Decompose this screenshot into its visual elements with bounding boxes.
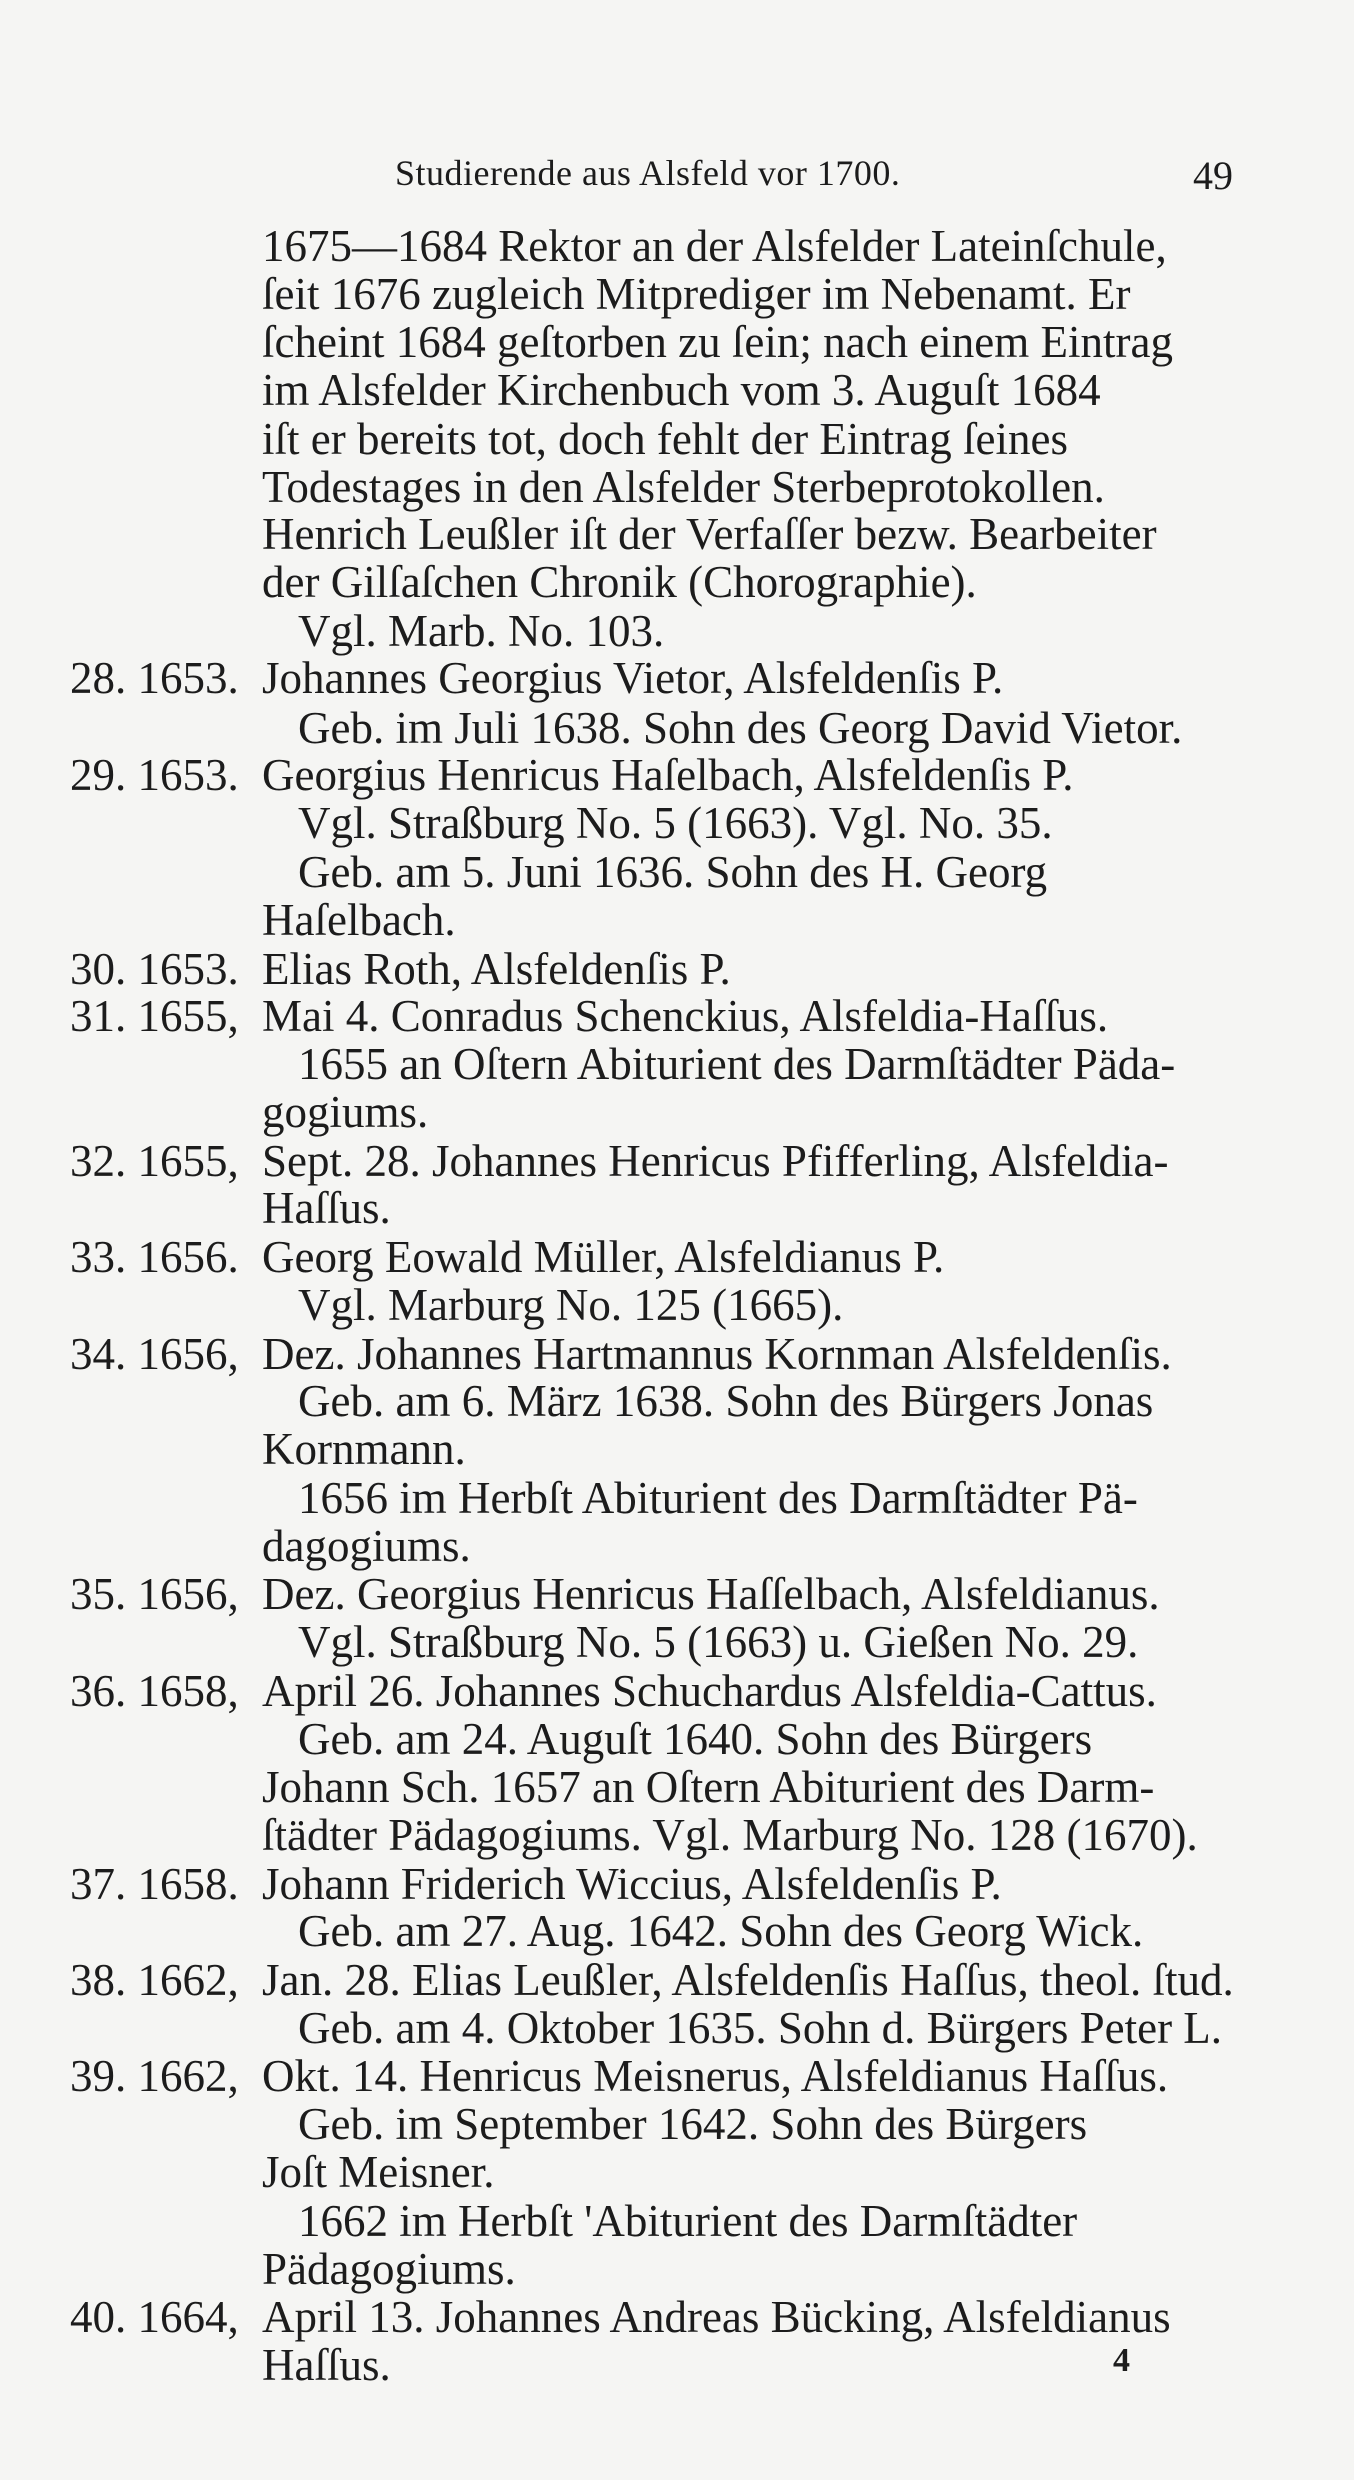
text-line: ſeit 1676 zugleich Mitprediger im Nebenamt. Er bbox=[262, 269, 1131, 319]
text-line: Pädagogiums. bbox=[262, 2244, 516, 2294]
entry-number: 37. 1658. bbox=[70, 1859, 239, 1909]
text-line: ſcheint 1684 geſtorben zu ſein; nach einem Eintrag bbox=[262, 317, 1173, 367]
text-line: Todestages in den Alsfelder Sterbeprotokollen. bbox=[262, 462, 1105, 512]
entry-number: 40. 1664, bbox=[70, 2292, 239, 2342]
entry-number: 33. 1656. bbox=[70, 1232, 239, 1282]
text-line: Georg Eowald Müller, Alsfeldianus P. bbox=[262, 1232, 945, 1282]
text-line: Elias Roth, Alsfeldenſis P. bbox=[262, 944, 731, 994]
entry-number: 29. 1653. bbox=[70, 750, 239, 800]
text-line: April 26. Johannes Schuchardus Alsfeldia-Cattus. bbox=[262, 1666, 1157, 1716]
text-line: 1662 im Herbſt 'Abiturient des Darmſtädter bbox=[298, 2196, 1078, 2246]
text-line: Geb. am 6. März 1638. Sohn des Bürgers Jonas bbox=[298, 1376, 1154, 1426]
text-line: April 13. Johannes Andreas Bücking, Alsfeldianus bbox=[262, 2292, 1171, 2342]
text-line: der Gilſaſchen Chronik (Chorographie). bbox=[262, 557, 977, 607]
text-line: Johann Sch. 1657 an Oſtern Abiturient des Darm- bbox=[262, 1762, 1155, 1812]
text-line: Haſelbach. bbox=[262, 895, 456, 945]
text-line: 1675—1684 Rektor an der Alsfelder Lateinſchule, bbox=[262, 221, 1167, 271]
text-line: Haſſus. bbox=[262, 1183, 391, 1233]
text-line: ſtädter Pädagogiums. Vgl. Marburg No. 128 (1670). bbox=[262, 1810, 1198, 1860]
entry-number: 38. 1662, bbox=[70, 1955, 239, 2005]
text-line: Georgius Henricus Haſelbach, Alsfeldenſis P. bbox=[262, 750, 1074, 800]
text-line: Geb. im September 1642. Sohn des Bürgers bbox=[298, 2099, 1088, 2149]
entry-number: 32. 1655, bbox=[70, 1136, 239, 1186]
text-line: Joſt Meisner. bbox=[262, 2147, 495, 2197]
entry-number: 31. 1655, bbox=[70, 991, 239, 1041]
header-title: Studierende aus Alsfeld vor 1700. bbox=[395, 153, 901, 193]
text-line: iſt er bereits tot, doch fehlt der Eintrag ſeines bbox=[262, 414, 1068, 464]
text-line: Vgl. Marb. No. 103. bbox=[298, 606, 665, 656]
text-line: Jan. 28. Elias Leußler, Alsfeldenſis Haſſus, theol. ſtud. bbox=[262, 1955, 1234, 2005]
text-line: dagogiums. bbox=[262, 1521, 471, 1571]
running-header bbox=[0, 152, 1354, 198]
signature-mark: 4 bbox=[1113, 2342, 1130, 2379]
text-line: Dez. Johannes Hartmannus Kornman Alsfeldenſis. bbox=[262, 1329, 1172, 1379]
entry-number: 30. 1653. bbox=[70, 944, 239, 994]
text-line: Sept. 28. Johannes Henricus Pfifferling, Alsfeldia- bbox=[262, 1136, 1169, 1186]
entry-number: 34. 1656, bbox=[70, 1329, 239, 1379]
text-line: Kornmann. bbox=[262, 1424, 466, 1474]
entry-number: 39. 1662, bbox=[70, 2051, 239, 2101]
text-line: Geb. am 4. Oktober 1635. Sohn d. Bürgers Peter L. bbox=[298, 2003, 1223, 2053]
entry-number: 36. 1658, bbox=[70, 1666, 239, 1716]
text-line: Henrich Leußler iſt der Verfaſſer bezw. Bearbeiter bbox=[262, 509, 1157, 559]
text-line: Johann Friderich Wiccius, Alsfeldenſis P. bbox=[262, 1859, 1002, 1909]
text-line: Dez. Georgius Henricus Haſſelbach, Alsfeldianus. bbox=[262, 1569, 1160, 1619]
text-line: 1656 im Herbſt Abiturient des Darmſtädter Pä- bbox=[298, 1473, 1138, 1523]
text-line: im Alsfelder Kirchenbuch vom 3. Auguſt 1684 bbox=[262, 365, 1101, 415]
text-line: Vgl. Straßburg No. 5 (1663) u. Gießen No. 29. bbox=[298, 1617, 1139, 1667]
text-line: Haſſus. bbox=[262, 2340, 391, 2390]
text-line: 1655 an Oſtern Abiturient des Darmſtädter Päda- bbox=[298, 1039, 1176, 1089]
text-line: Vgl. Straßburg No. 5 (1663). Vgl. No. 35. bbox=[298, 798, 1053, 848]
text-line: Okt. 14. Henricus Meisnerus, Alsfeldianus Haſſus. bbox=[262, 2051, 1169, 2101]
text-line: gogiums. bbox=[262, 1087, 429, 1137]
text-line: Vgl. Marburg No. 125 (1665). bbox=[298, 1280, 844, 1330]
page-number: 49 bbox=[1193, 153, 1233, 198]
text-line: Geb. im Juli 1638. Sohn des Georg David Vietor. bbox=[298, 703, 1183, 753]
text-line: Mai 4. Conradus Schenckius, Alsfeldia-Haſſus. bbox=[262, 991, 1109, 1041]
entry-number: 35. 1656, bbox=[70, 1569, 239, 1619]
text-line: Geb. am 5. Juni 1636. Sohn des H. Georg bbox=[298, 847, 1048, 897]
text-line: Geb. am 27. Aug. 1642. Sohn des Georg Wick. bbox=[298, 1906, 1144, 1956]
text-line: Geb. am 24. Auguſt 1640. Sohn des Bürgers bbox=[298, 1714, 1093, 1764]
text-line: Johannes Georgius Vietor, Alsfeldenſis P. bbox=[262, 653, 1004, 703]
entry-number: 28. 1653. bbox=[70, 653, 239, 703]
